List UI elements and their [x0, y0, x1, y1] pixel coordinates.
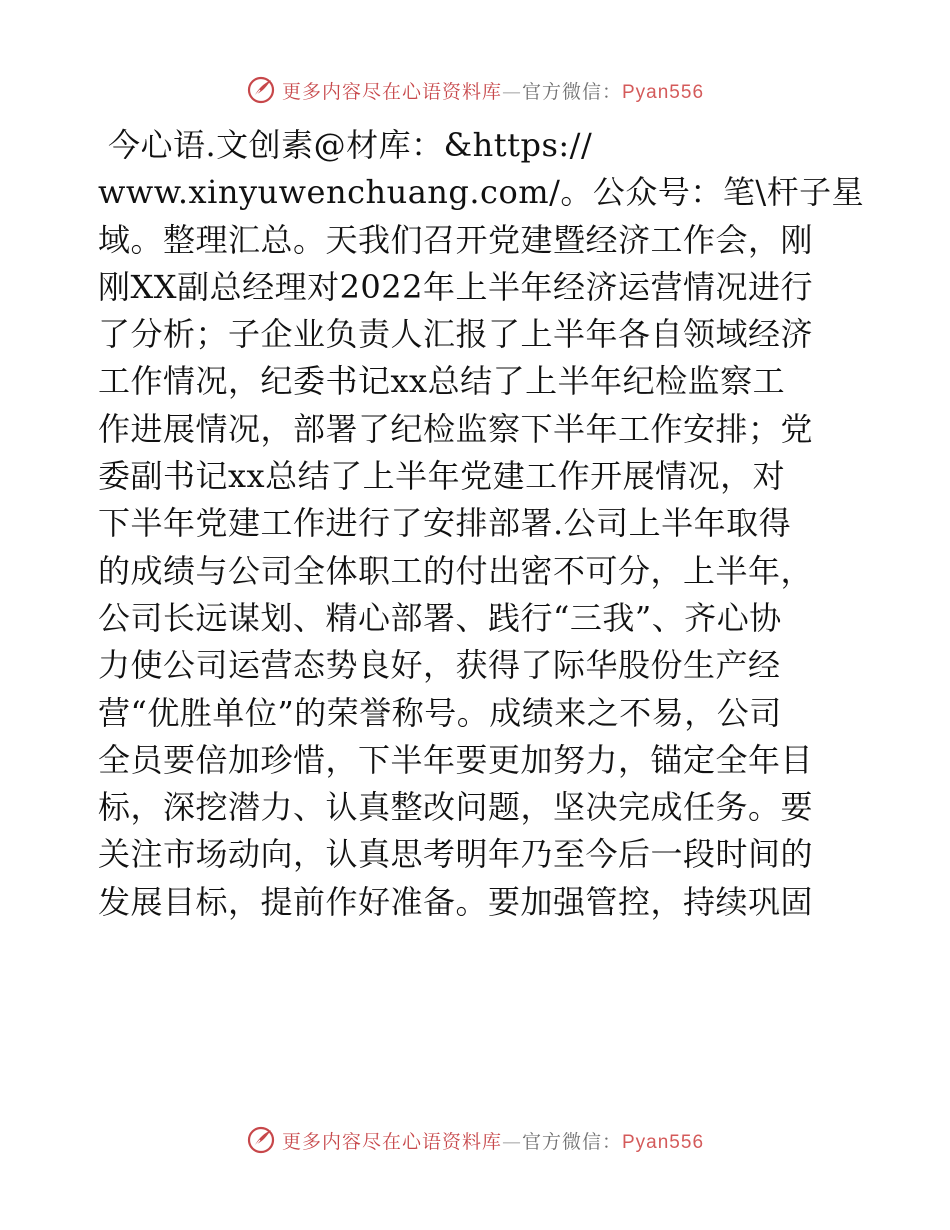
body-line: 力使公司运营态势良好，获得了际华股份生产经: [98, 646, 781, 685]
body-line: 工作情况，纪委书记xx总结了上半年纪检监察工: [98, 362, 786, 401]
body-line: 刚XX副总经理对2022年上半年经济运营情况进行: [98, 267, 814, 306]
body-line: 公司长远谋划、精心部署、践行“三我”、齐心协: [98, 598, 782, 637]
footer-banner: [0, 1120, 950, 1160]
body-line: www.xinyuwenchuang.com/。公众号：笔\杆子星: [98, 173, 865, 212]
banner-text: [282, 1127, 704, 1154]
banner-official-label: 官方微信：: [521, 1130, 622, 1153]
banner-dash: —: [501, 80, 522, 103]
body-line: 关注市场动向，认真思考明年乃至今后一段时间的: [98, 835, 814, 874]
banner-main-text: 更多内容尽在心语资料库: [281, 1130, 502, 1153]
document-body: [98, 122, 865, 926]
body-line: 委副书记xx总结了上半年党建工作开展情况，对: [98, 457, 786, 496]
body-line: 标，深挖潜力、认真整改问题，坚决完成任务。要: [98, 788, 814, 827]
body-line: 营“优胜单位”的荣誉称号。成绩来之不易，公司: [98, 693, 782, 732]
banner-official-label: 官方微信：: [521, 80, 622, 103]
body-line: 作进展情况，部署了纪检监察下半年工作安排；党: [98, 409, 814, 448]
body-line: 域。整理汇总。天我们召开党建暨经济工作会，刚: [98, 220, 814, 259]
body-line: 的成绩与公司全体职工的付出密不可分，上半年，: [98, 551, 814, 590]
body-line: 下半年党建工作进行了安排部署.公司上半年取得: [98, 504, 792, 543]
banner-dash: —: [501, 1130, 522, 1153]
banner-text: [282, 77, 704, 104]
banner-main-text: 更多内容尽在心语资料库: [281, 80, 502, 103]
header-banner: [0, 70, 950, 110]
feather-pen-circle-icon: [246, 75, 276, 105]
feather-pen-circle-icon: [246, 1125, 276, 1155]
body-line: 今心语.文创素@材库：&https://: [108, 126, 593, 164]
body-line: 了分析；子企业负责人汇报了上半年各自领域经济: [98, 315, 814, 354]
body-line: 发展目标，提前作好准备。要加强管控，持续巩固: [98, 882, 814, 921]
banner-wechat-id: Pyan556: [622, 1131, 705, 1153]
banner-wechat-id: Pyan556: [622, 81, 705, 103]
body-line: 全员要倍加珍惜，下半年要更加努力，锚定全年目: [98, 740, 814, 779]
